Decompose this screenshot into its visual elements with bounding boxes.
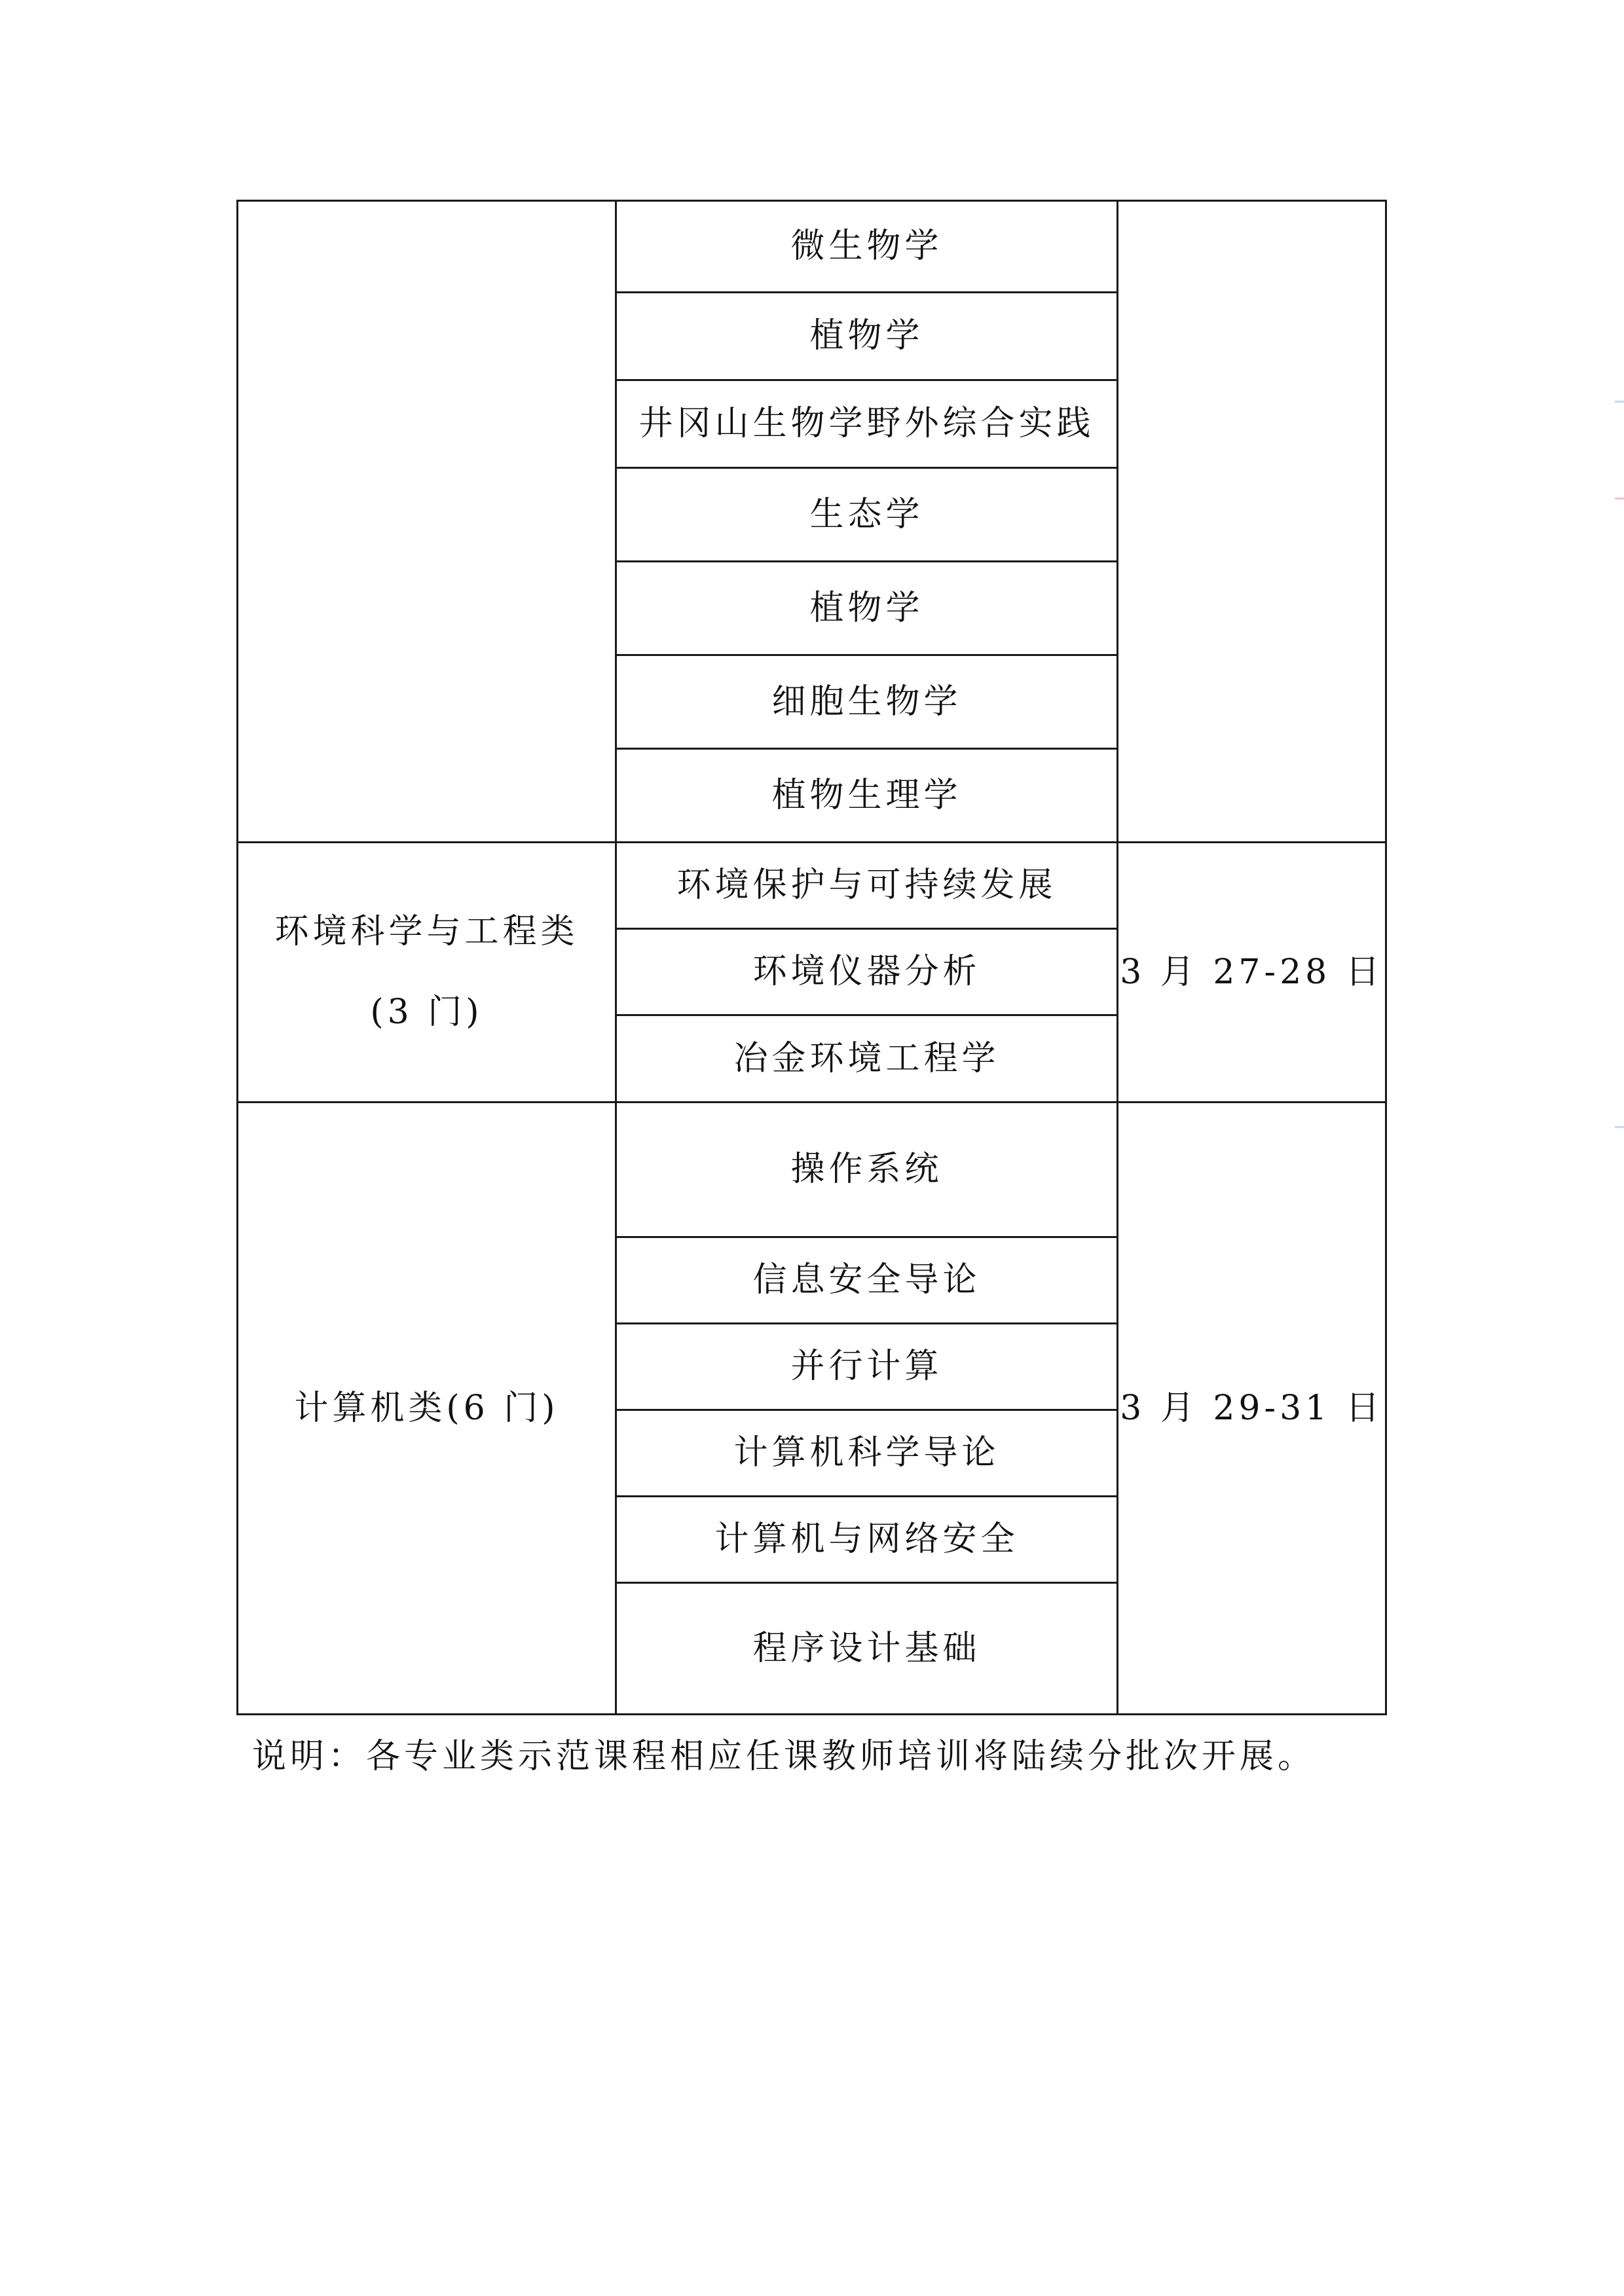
course-cell: 操作系统 — [616, 1102, 1118, 1237]
date-cell: 3 月 27-28 日 — [1118, 843, 1386, 1102]
category-cell — [238, 1102, 616, 1715]
category-cell — [238, 843, 616, 1102]
course-cell: 环境保护与可持续发展 — [616, 843, 1118, 929]
course-cell: 信息安全导论 — [616, 1237, 1118, 1324]
course-cell: 环境仪器分析 — [616, 929, 1118, 1015]
course-cell: 植物生理学 — [616, 749, 1118, 843]
scan-edge-mark — [1615, 401, 1624, 403]
date-cell — [1118, 201, 1386, 843]
course-cell: 细胞生物学 — [616, 655, 1118, 749]
scan-edge-mark — [1615, 1126, 1624, 1128]
table-row — [238, 843, 1386, 929]
category-name: 计算机类(6 门) — [294, 1388, 559, 1428]
course-cell: 植物学 — [616, 562, 1118, 655]
course-cell: 程序设计基础 — [616, 1583, 1118, 1715]
table-row — [238, 1102, 1386, 1237]
date-cell: 3 月 29-31 日 — [1118, 1102, 1386, 1715]
course-cell: 生态学 — [616, 468, 1118, 562]
scan-edge-mark — [1615, 498, 1624, 500]
course-cell: 计算机与网络安全 — [616, 1497, 1118, 1583]
course-cell: 植物学 — [616, 293, 1118, 380]
category-count: (3 门) — [370, 993, 483, 1032]
course-cell: 井冈山生物学野外综合实践 — [616, 380, 1118, 468]
course-schedule-table — [236, 200, 1387, 1715]
explanatory-note: 说明：各专业类示范课程相应任课教师培训将陆续分批次开展。 — [252, 1737, 1316, 1776]
course-cell: 计算机科学导论 — [616, 1410, 1118, 1497]
category-cell — [238, 201, 616, 843]
course-cell: 微生物学 — [616, 201, 1118, 293]
course-cell: 冶金环境工程学 — [616, 1015, 1118, 1102]
course-cell: 并行计算 — [616, 1324, 1118, 1410]
category-name: 环境科学与工程类 — [274, 912, 579, 951]
table-row — [238, 201, 1386, 293]
